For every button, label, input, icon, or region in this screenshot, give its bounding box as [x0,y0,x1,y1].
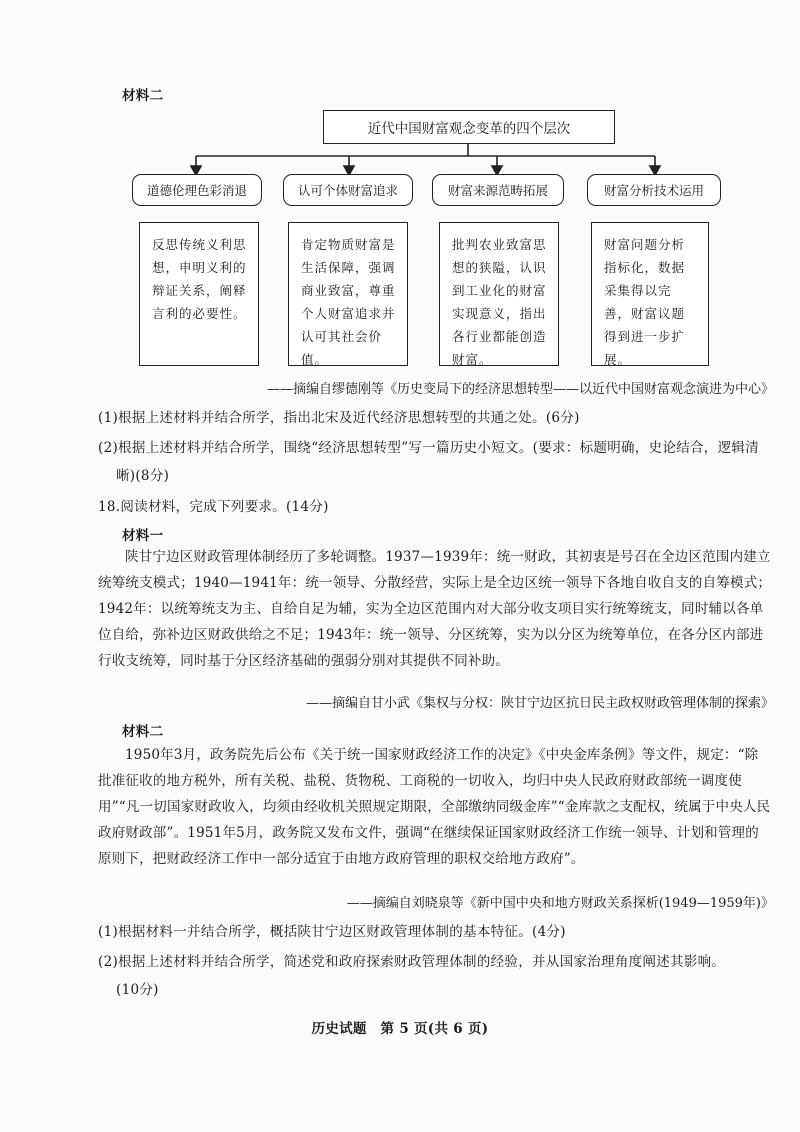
material-label: 材料二 [122,88,164,104]
level-header-2 [283,174,413,206]
level-header-3-label: 财富来源范畴拓展 [447,183,548,198]
question-17-1: (1)根据上述材料并结合所学，指出北宋及近代经济思想转型的共通之处。(6分) [98,410,580,426]
material-1-paragraph [98,544,772,674]
level-content-2-text: 肯定物质财富是生活保障，强调商业致富，尊重个人财富追求并认可其社会价值。 [301,237,396,367]
question-18-1: (1)根据材料一并结合所学，概括陕甘宁边区财政管理体制的基本特征。(4分) [98,924,566,940]
source-citation-2: ——摘编自甘小武《集权与分权：陕甘宁边区抗日民主政权财政管理体制的探索》 [305,696,774,711]
material-1-label: 材料一 [122,528,164,544]
level-content-2 [288,222,408,366]
diagram-title: 近代中国财富观念变革的四个层次 [367,121,571,137]
material-2-text: 1950年3月，政务院先后公布《关于统一国家财政经济工作的决定》《中央金库条例》等文件，规定：“除批准征收的地方税外，所有关税、盐税、货物税、工商税的一切收入，均归中央人民政府财政部统一调度使用”“凡一切国家财政收入，均须由经收机关照规定期限，全部缴纳同级金库”“金库款之支配权，统属于中央人民政府财政部”。1951年5月，政务院又发布文件，强调“在继续保证国家财政经济工作统一领导、计划和管理的原则下，把财政经济工作中一部分适宜于由地方政府管理的职权交给地方政府”。 [98,747,771,867]
level-header-2-label: 认可个体财富追求 [297,183,398,198]
level-content-4-text: 财富问题分析指标化，数据采集得以完善，财富议题得到进一步扩展。 [604,237,686,367]
level-header-1 [132,174,262,206]
material-2-paragraph [98,742,772,872]
material-1-text: 陕甘宁边区财政管理体制经历了多轮调整。1937—1939年：统一财政，其初衷是号召在全边区范围内建立统筹统支模式；1940—1941年：统一领导、分散经营，实际上是全边区统一领导下各地自收自支的自筹模式；1942年：以统筹统支为主、自给自足为辅，实为全边区范围内对大部分收支项目实行统筹统支，同时辅以各单位自给，弥补边区财政供给之不足；1943年：统一领导、分区统筹，实为以分区为统筹单位，在各分区内部进行收支统筹，同时基于分区经济基础的强弱分别对其提供不同补助。 [98,549,772,669]
level-header-3 [432,174,564,206]
question-17-2-line2: 晰)(8分) [116,468,170,484]
source-citation-1: ——摘编自缪德刚等《历史变局下的经济思想转型——以近代中国财富观念演进为中心》 [266,382,774,397]
question-17-2-line1: (2)根据上述材料并结合所学，围绕“经济思想转型”写一篇历史小短文。(要求：标题明确，史论结合，逻辑清 [98,440,759,456]
diagram-title-box [323,110,615,144]
page-footer: 历史试题 第 5 页(共 6 页) [311,1021,489,1037]
material-2-label: 材料二 [122,724,164,740]
level-content-3 [439,222,559,366]
level-content-3-text: 批判农业致富思想的狭隘，认识到工业化的财富实现意义，指出各行业都能创造财富。 [452,237,547,367]
level-content-1-text: 反思传统义利思想，申明义利的辩证关系，阐释言利的必要性。 [152,237,247,321]
question-18-title: 18.阅读材料，完成下列要求。(14分) [98,499,329,515]
level-header-4-label: 财富分析技术运用 [603,183,704,198]
level-content-1 [139,222,259,366]
level-content-4 [591,222,709,366]
source-citation-3: ——摘编自刘晓泉等《新中国中央和地方财政关系探析(1949—1959年)》 [346,896,774,911]
question-18-2-line1: (2)根据上述材料并结合所学，简述党和政府探索财政管理体制的经验，并从国家治理角度阐述其影响。 [98,954,726,970]
level-header-4 [587,174,721,206]
level-header-1-label: 道德伦理色彩消退 [146,183,247,198]
question-18-2-line2: (10分) [116,982,159,998]
